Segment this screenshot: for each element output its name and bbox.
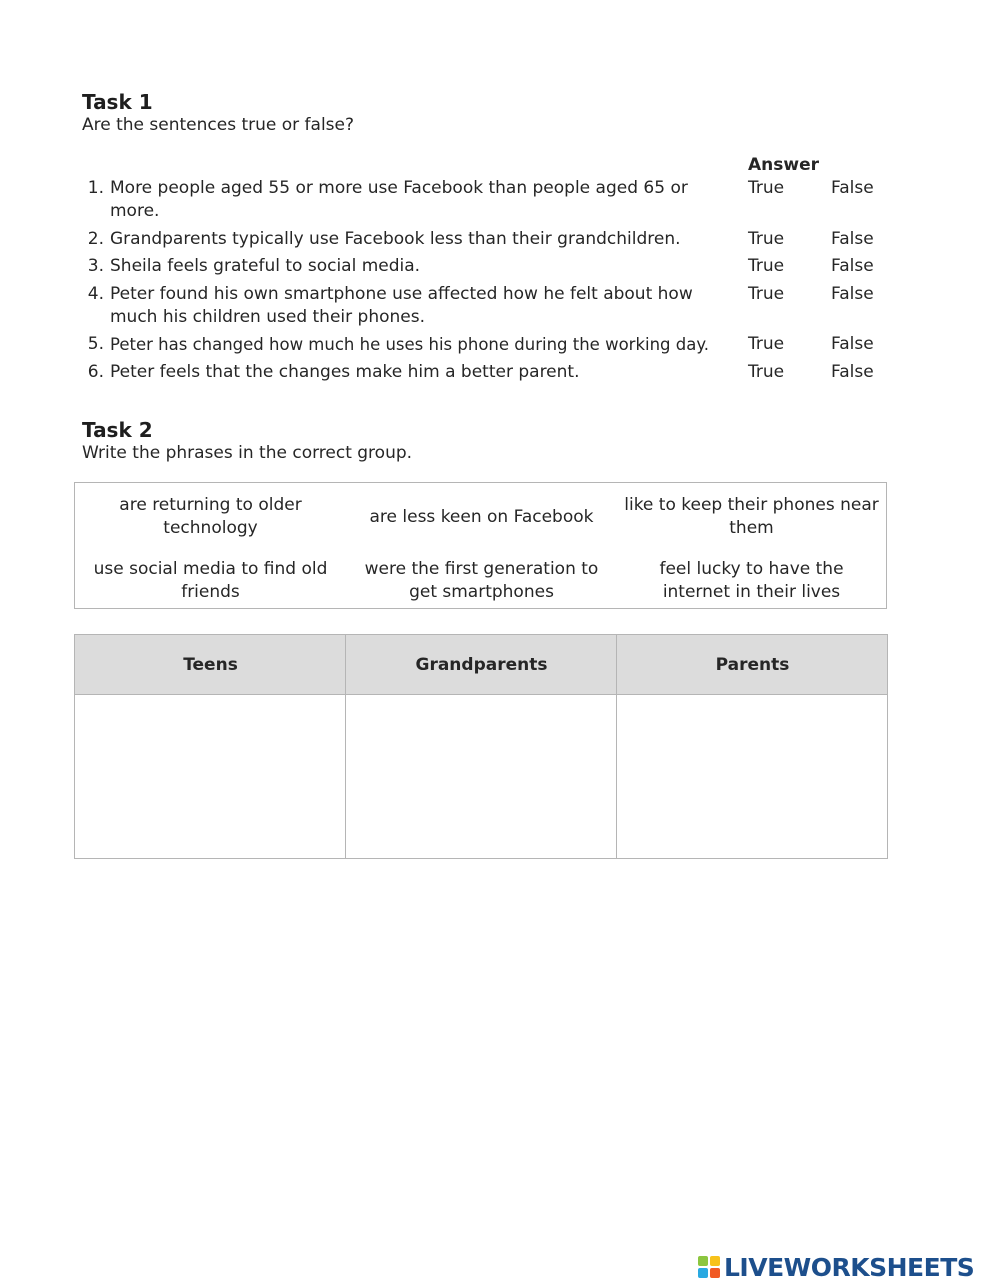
question-number: 2. bbox=[87, 229, 104, 249]
group-header-grandparents: Grandparents bbox=[415, 654, 548, 675]
question-number: 6. bbox=[87, 362, 104, 382]
task1-instruction: Are the sentences true or false? bbox=[82, 115, 355, 135]
phrase-item[interactable]: like to keep their phones near them bbox=[624, 495, 879, 538]
liveworksheets-logo bbox=[698, 1252, 974, 1282]
question-text: Sheila feels grateful to social media. bbox=[110, 256, 421, 276]
phrase-item[interactable]: are less keen on Facebook bbox=[369, 506, 594, 527]
answer-true[interactable]: True bbox=[748, 256, 785, 276]
question-text: Grandparents typically use Facebook less than their grandchildren. bbox=[110, 229, 681, 249]
drop-zone-grandparents[interactable] bbox=[346, 695, 616, 858]
liveworksheets-mark-icon bbox=[698, 1256, 720, 1278]
answer-false[interactable]: False bbox=[831, 178, 874, 198]
question-4 bbox=[82, 283, 882, 329]
answer-false[interactable]: False bbox=[831, 256, 874, 276]
question-number: 3. bbox=[87, 256, 104, 276]
question-text: Peter has changed how much he uses his phone during the working day. bbox=[110, 335, 710, 354]
question-number: 5. bbox=[87, 334, 104, 354]
answer-true[interactable]: True bbox=[748, 178, 785, 198]
question-5 bbox=[82, 333, 882, 356]
task2-instruction: Write the phrases in the correct group. bbox=[82, 443, 413, 463]
answer-true[interactable]: True bbox=[748, 362, 785, 382]
brand-name: LIVEWORKSHEETS bbox=[724, 1252, 975, 1282]
question-number: 1. bbox=[87, 178, 104, 198]
answer-true[interactable]: True bbox=[748, 334, 785, 354]
question-6 bbox=[82, 361, 882, 384]
question-number: 4. bbox=[87, 284, 104, 304]
phrase-item[interactable]: use social media to find old friends bbox=[93, 559, 328, 602]
drop-zone-teens[interactable] bbox=[75, 695, 345, 858]
phrase-item[interactable]: feel lucky to have the internet in their lives bbox=[659, 559, 844, 602]
phrase-item[interactable]: were the first generation to get smartphones bbox=[364, 559, 599, 602]
phrase-item[interactable]: are returning to older technology bbox=[119, 495, 302, 538]
answer-true[interactable]: True bbox=[748, 284, 785, 304]
group-table bbox=[74, 634, 888, 859]
answer-header: Answer bbox=[748, 155, 819, 175]
question-3 bbox=[82, 255, 882, 278]
question-text: Peter found his own smartphone use affected how he felt about how much his children used their phones. bbox=[110, 284, 693, 327]
task1-title: Task 1 bbox=[82, 90, 153, 114]
answer-false[interactable]: False bbox=[831, 334, 874, 354]
task2-title: Task 2 bbox=[82, 418, 153, 442]
group-table-header bbox=[75, 635, 887, 695]
question-2 bbox=[82, 228, 882, 251]
question-1 bbox=[82, 177, 882, 223]
group-header-teens: Teens bbox=[183, 654, 238, 675]
question-text: More people aged 55 or more use Facebook than people aged 65 or more. bbox=[110, 178, 688, 221]
question-text: Peter feels that the changes make him a better parent. bbox=[110, 362, 580, 382]
group-header-parents: Parents bbox=[715, 654, 790, 675]
answer-false[interactable]: False bbox=[831, 362, 874, 382]
answer-false[interactable]: False bbox=[831, 284, 874, 304]
phrase-bank bbox=[74, 482, 887, 609]
answer-true[interactable]: True bbox=[748, 229, 785, 249]
drop-zone-parents[interactable] bbox=[617, 695, 887, 858]
answer-false[interactable]: False bbox=[831, 229, 874, 249]
